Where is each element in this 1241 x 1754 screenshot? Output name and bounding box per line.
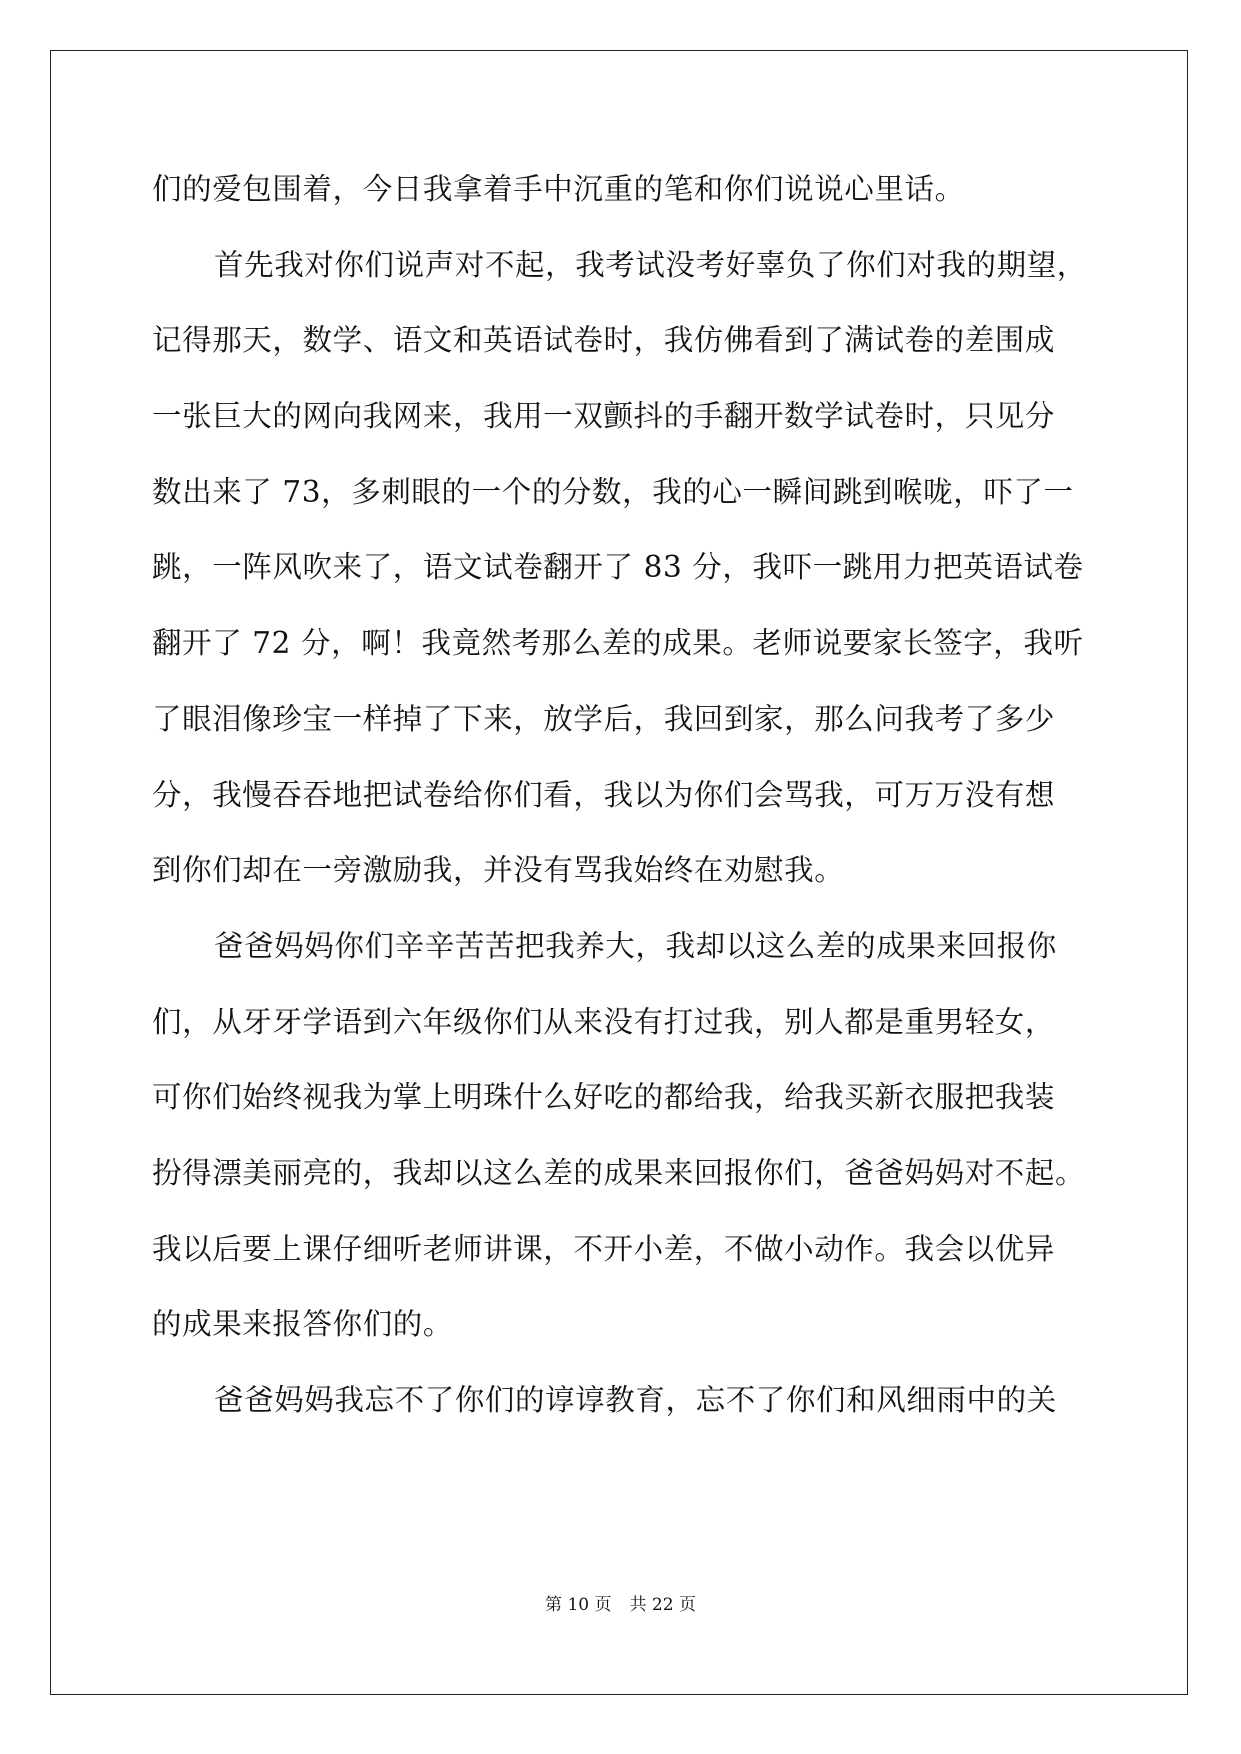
text-line: 们的爱包围着，今日我拿着手中沉重的笔和你们说说心里话。 <box>152 172 965 206</box>
total-page-count: 共 22 页 <box>629 1595 696 1615</box>
text-line: 翻开了 72 分，啊！我竟然考那么差的成果。老师说要家长签字，我听 <box>152 626 1084 661</box>
paragraph-start-line: 爸爸妈妈你们辛辛苦苦把我养大，我却以这么差的成果来回报你 <box>214 928 1057 963</box>
text-line: 分，我慢吞吞地把试卷给你们看，我以为你们会骂我，可万万没有想 <box>152 777 1056 812</box>
text-line: 跳，一阵风吹来了，语文试卷翻开了 83 分，我吓一跳用力把英语试卷 <box>152 550 1084 585</box>
text-line: 了眼泪像珍宝一样掉了下来，放学后，我回到家，那么问我考了多少 <box>152 701 1056 736</box>
text-line: 记得那天，数学、语文和英语试卷时，我仿佛看到了满试卷的差围成 <box>152 323 1056 358</box>
text-line: 我以后要上课仔细听老师讲课，不开小差，不做小动作。我会以优异 <box>152 1231 1056 1266</box>
paragraph-start-line: 爸爸妈妈我忘不了你们的谆谆教育，忘不了你们和风细雨中的关 <box>214 1383 1057 1417</box>
text-line: 的成果来报答你们的。 <box>152 1307 454 1342</box>
text-line: 数出来了 73，多刺眼的一个的分数，我的心一瞬间跳到喉咙，吓了一 <box>152 474 1074 509</box>
text-line: 可你们始终视我为掌上明珠什么好吃的都给我，给我买新衣服把我装 <box>152 1080 1056 1115</box>
text-line: 们，从牙牙学语到六年级你们从来没有打过我，别人都是重男轻女， <box>152 1004 1056 1039</box>
text-line: 一张巨大的网向我网来，我用一双颤抖的手翻开数学试卷时，只见分 <box>152 399 1056 434</box>
text-line: 到你们却在一旁激励我，并没有骂我始终在劝慰我。 <box>152 853 845 888</box>
page-footer <box>0 1594 1241 1616</box>
text-line: 扮得漂美丽亮的，我却以这么差的成果来回报你们，爸爸妈妈对不起。 <box>152 1155 1086 1190</box>
document-body <box>152 152 1092 1439</box>
paragraph-start-line: 首先我对你们说声对不起，我考试没考好辜负了你们对我的期望， <box>214 247 1087 282</box>
current-page-number: 第 10 页 <box>545 1595 612 1615</box>
